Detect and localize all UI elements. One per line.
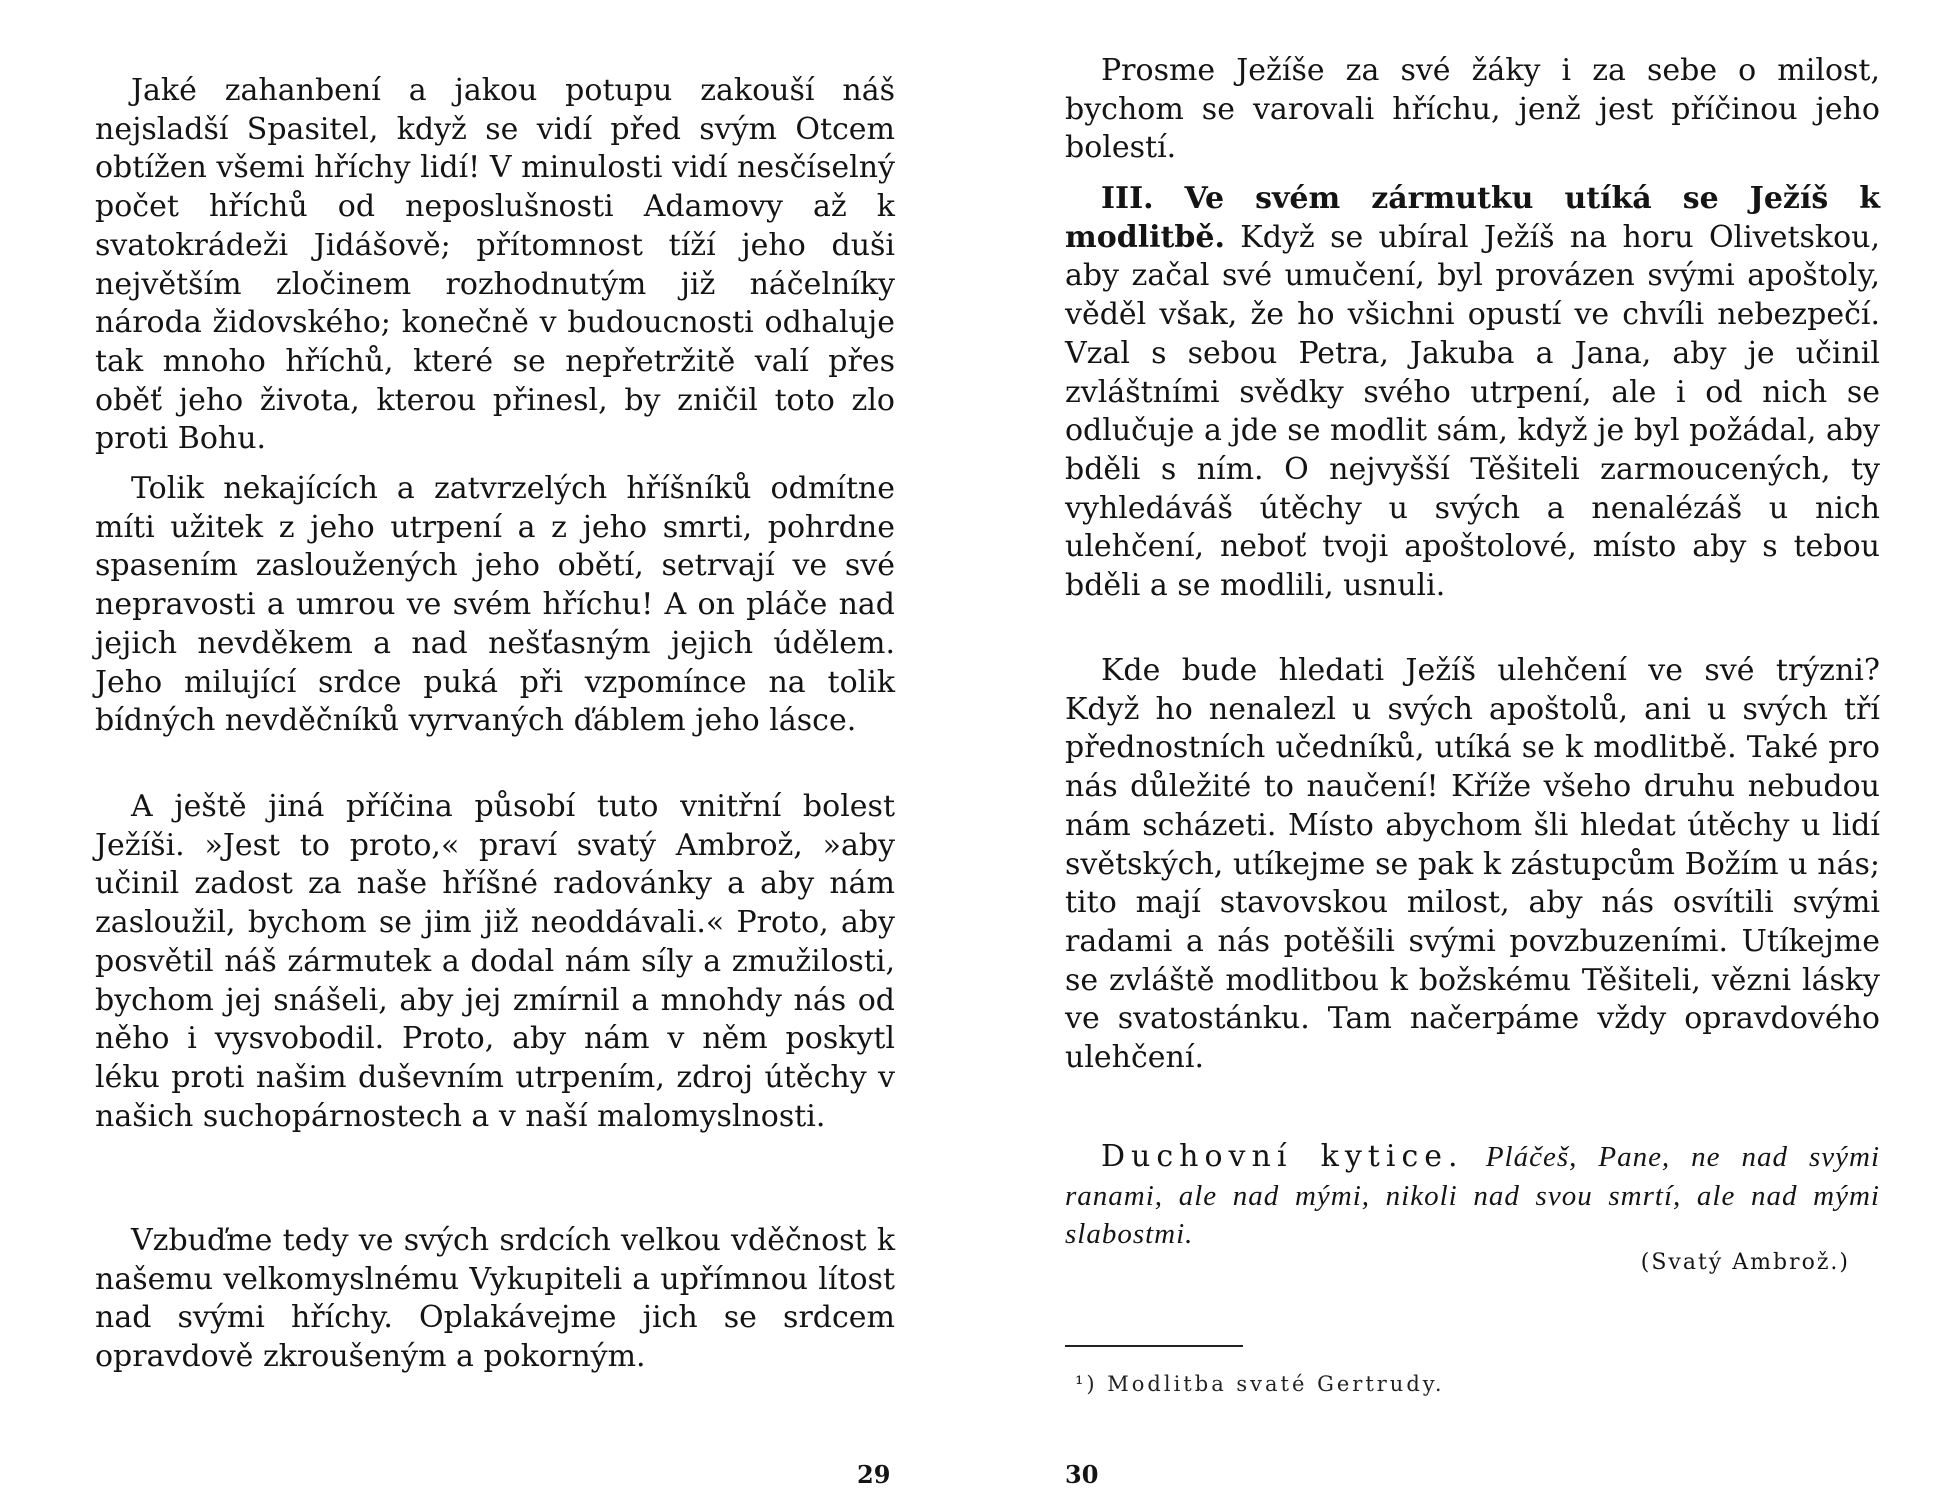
right-paragraph-1: Prosme Ježíše za své žáky i za sebe o milost, bychom se varovali hříchu, jenž jest příčinou jeho bolestí. [1065, 53, 1880, 166]
right-page-number: 30 [1065, 1460, 1099, 1489]
right-page [1065, 0, 1880, 1500]
spiritual-bouquet [1065, 1138, 1880, 1254]
left-paragraph-1: Jaké zahanbení a jakou potupu zakouší náš nejsladší Spasitel, když se vidí před svým Otcem obtížen všemi hříchy lidí! V minulosti vidí nesčíselný počet hříchů od neposlušnosti Adamovy až k svatokrádeži Jidášově; přítomnost tíží jeho duši největším zločinem rozhodnutým již náčelníky národa židovského; konečně v budoucnosti odhaluje tak mnoho hříchů, které se nepřetržitě valí přes oběť jeho života, kterou přinesl, by zničil toto zlo proti Bohu. [95, 73, 895, 457]
right-paragraph-2 [1065, 180, 1880, 606]
left-paragraph-2: Tolik nekajících a zatvrzelých hříšníků odmítne míti užitek z jeho utrpení a z jeho smrti, pohrdne spasením zasloužených jeho obětí, setrvají ve své nepravosti a umrou ve svém hříchu! A on pláče nad jejich nevděkem a nad nešťasným jejich údělem. Jeho milující srdce puká při vzpomínce na tolik bídných nevděčníků vyrvaných ďáblem jeho lásce. [95, 471, 895, 739]
footnote: ¹) Modlitba svaté Gertrudy. [1075, 1372, 1445, 1396]
left-page-number: 29 [857, 1460, 891, 1489]
section-body: Když se ubíral Ježíš na horu Olivetskou, aby začal své umučení, byl provázen svými apoštoly, věděl však, že ho všichni opustí ve chvíli nebezpečí. Vzal s sebou Petra, Jakuba a Jana, aby je učinil zvláštními svědky svého utrpení, ale i od nich se odlučuje a jde se modlit sám, když je byl požádal, aby bděli s ním. O nejvyšší Těšiteli zarmoucených, ty vyhledáváš útěchy u svých a nenalézáš u nich ulehčení, neboť tvoji apoštolové, místo aby s tebou bděli a se modlili, usnuli. [1065, 219, 1880, 604]
section-heading: III. Ve svém zármutku utíká se Ježíš k modlitbě. [1065, 181, 1880, 255]
left-page [95, 0, 895, 1500]
bouquet-source: (Svatý Ambrož.) [1640, 1250, 1850, 1275]
footnote-rule [1065, 1345, 1243, 1347]
left-paragraph-3: A ještě jiná příčina působí tuto vnitřní bolest Ježíši. »Jest to proto,« praví svatý Ambrož, »aby učinil zadost za naše hříšné radovánky a aby nám zasloužil, bychom se jim již neoddávali.« Proto, aby posvětil náš zármutek a dodal nám síly a zmužilosti, bychom jej snášeli, aby jej zmírnil a mnohdy nás od něho i vysvobodil. Proto, aby nám v něm poskytl léku proti našim duševním utrpením, zdroj útěchy v našich suchopárnostech a v naší malomyslnosti. [95, 789, 895, 1134]
bouquet-label: Duchovní kytice. [1101, 1139, 1464, 1174]
right-paragraph-3: Kde bude hledati Ježíš ulehčení ve své trýzni? Když ho nenalezl u svých apoštolů, ani u svých tří přednostních učedníků, utíká se k modlitbě. Také pro nás důležité to naučení! Kříže všeho druhu nebudou nám scházeti. Místo abychom šli hledat útěchy u lidí světských, utíkejme se pak k zástupcům Božím u nás; tito mají stavovskou milost, aby nás osvítili svými radami a nás potěšili svými povzbuzeními. Utíkejme se zvláště modlitbou k božskému Těšiteli, vězni lásky ve svatostánku. Tam načerpáme vždy opravdového ulehčení. [1065, 653, 1880, 1076]
left-paragraph-4: Vzbuďme tedy ve svých srdcích velkou vděčnost k našemu velkomyslnému Vykupiteli a upřímnou lítost nad svými hříchy. Oplakávejme jich se srdcem opravdově zkroušeným a pokorným. [95, 1223, 895, 1375]
bouquet-quote: Pláčeš, Pane, ne nad svými ranami, ale nad mými, nikoli nad svou smrtí, ale nad mými slabostmi. [1065, 1141, 1881, 1251]
